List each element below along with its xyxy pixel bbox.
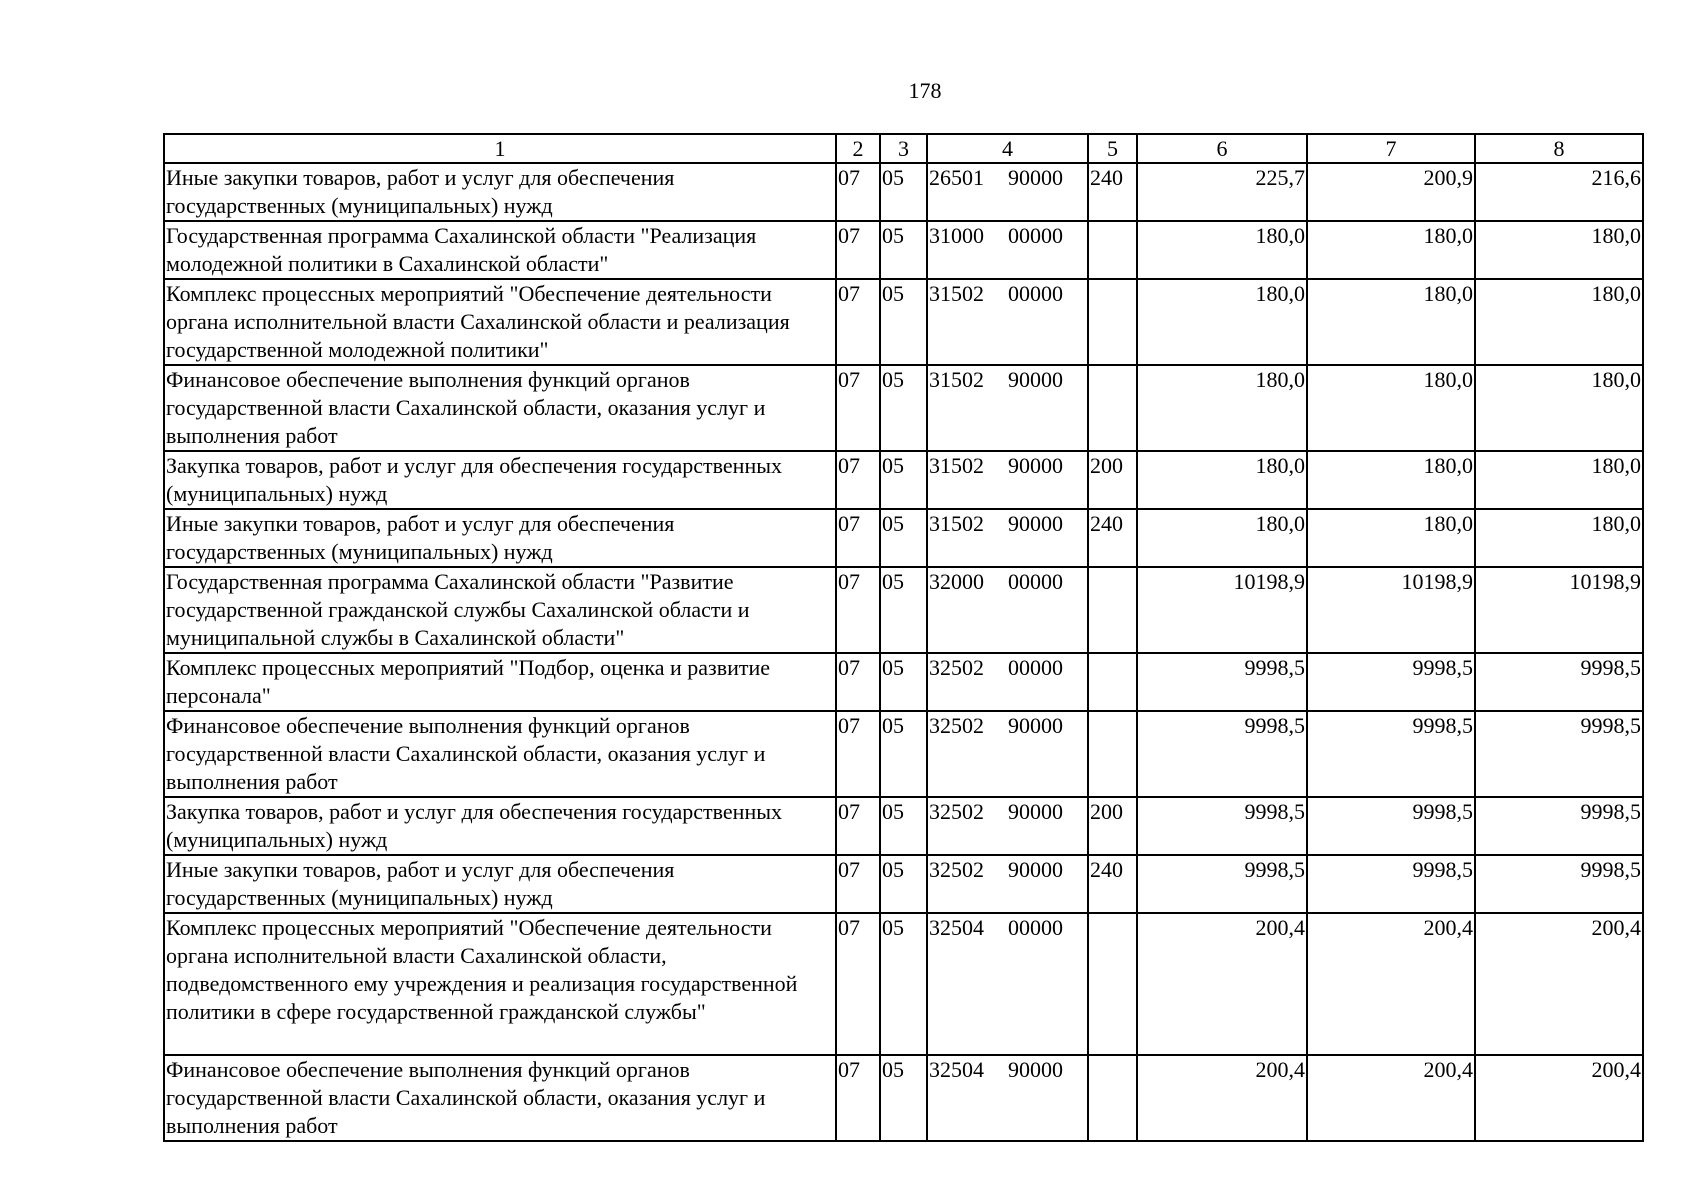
target-article-part1: 31000 <box>929 223 984 248</box>
target-article-code <box>927 913 1088 1055</box>
subsection-code: 05 <box>880 279 927 365</box>
item-name: Государственная программа Сахалинской области "Реализация молодежной политики в Сахалинской области" <box>164 221 836 279</box>
subsection-code: 05 <box>880 365 927 451</box>
expense-type-code: 200 <box>1088 797 1137 855</box>
amount-year-2: 10198,9 <box>1307 567 1475 653</box>
column-header: 2 <box>836 134 880 163</box>
page-number: 178 <box>908 78 942 103</box>
amount-year-2: 9998,5 <box>1307 797 1475 855</box>
target-article-part1: 32000 <box>929 569 984 594</box>
table-row <box>164 797 1643 855</box>
amount-year-1: 180,0 <box>1137 221 1307 279</box>
expense-type-code <box>1088 1055 1137 1141</box>
target-article-part1: 26501 <box>929 165 984 190</box>
target-article-code <box>927 279 1088 365</box>
table-row <box>164 221 1643 279</box>
subsection-code: 05 <box>880 509 927 567</box>
target-article-code <box>927 163 1088 221</box>
budget-table <box>163 133 1644 1142</box>
amount-year-2: 180,0 <box>1307 279 1475 365</box>
amount-year-3: 180,0 <box>1475 451 1643 509</box>
subsection-code: 05 <box>880 913 927 1055</box>
item-name: Закупка товаров, работ и услуг для обеспечения государственных (муниципальных) нужд <box>164 797 836 855</box>
target-article-part2: 90000 <box>1008 511 1063 536</box>
column-header: 7 <box>1307 134 1475 163</box>
target-article-part1: 31502 <box>929 511 984 536</box>
expense-type-code: 240 <box>1088 509 1137 567</box>
expense-type-code <box>1088 711 1137 797</box>
table-row <box>164 163 1643 221</box>
table-body <box>164 163 1643 1141</box>
target-article-part2: 00000 <box>1008 569 1063 594</box>
target-article-part2: 00000 <box>1008 223 1063 248</box>
table-row <box>164 653 1643 711</box>
target-article-part1: 32504 <box>929 1057 984 1082</box>
amount-year-2: 180,0 <box>1307 451 1475 509</box>
target-article-part1: 32502 <box>929 655 984 680</box>
amount-year-3: 10198,9 <box>1475 567 1643 653</box>
amount-year-1: 180,0 <box>1137 365 1307 451</box>
item-name: Финансовое обеспечение выполнения функций органов государственной власти Сахалинской области, оказания услуг и выполнения работ <box>164 365 836 451</box>
target-article-code <box>927 1055 1088 1141</box>
expense-type-code <box>1088 365 1137 451</box>
amount-year-3: 216,6 <box>1475 163 1643 221</box>
amount-year-1: 9998,5 <box>1137 653 1307 711</box>
amount-year-3: 180,0 <box>1475 509 1643 567</box>
column-header: 5 <box>1088 134 1137 163</box>
expense-type-code <box>1088 567 1137 653</box>
section-code: 07 <box>836 711 880 797</box>
expense-type-code <box>1088 653 1137 711</box>
target-article-part1: 32502 <box>929 857 984 882</box>
amount-year-1: 200,4 <box>1137 913 1307 1055</box>
amount-year-2: 180,0 <box>1307 221 1475 279</box>
column-header: 8 <box>1475 134 1643 163</box>
expense-type-code: 240 <box>1088 855 1137 913</box>
table-row <box>164 711 1643 797</box>
target-article-code <box>927 365 1088 451</box>
table-row <box>164 855 1643 913</box>
amount-year-2: 200,4 <box>1307 913 1475 1055</box>
amount-year-3: 9998,5 <box>1475 653 1643 711</box>
subsection-code: 05 <box>880 163 927 221</box>
target-article-part1: 32504 <box>929 915 984 940</box>
target-article-part1: 31502 <box>929 281 984 306</box>
item-name: Иные закупки товаров, работ и услуг для обеспечения государственных (муниципальных) нужд <box>164 509 836 567</box>
section-code: 07 <box>836 855 880 913</box>
section-code: 07 <box>836 797 880 855</box>
item-name: Финансовое обеспечение выполнения функций органов государственной власти Сахалинской области, оказания услуг и выполнения работ <box>164 711 836 797</box>
item-name: Иные закупки товаров, работ и услуг для обеспечения государственных (муниципальных) нужд <box>164 855 836 913</box>
table-row <box>164 509 1643 567</box>
target-article-part1: 31502 <box>929 367 984 392</box>
target-article-part2: 90000 <box>1008 453 1063 478</box>
amount-year-3: 200,4 <box>1475 913 1643 1055</box>
amount-year-1: 180,0 <box>1137 279 1307 365</box>
target-article-code <box>927 653 1088 711</box>
target-article-part1: 32502 <box>929 799 984 824</box>
amount-year-3: 9998,5 <box>1475 855 1643 913</box>
section-code: 07 <box>836 567 880 653</box>
table-header <box>164 134 1643 163</box>
subsection-code: 05 <box>880 567 927 653</box>
amount-year-1: 10198,9 <box>1137 567 1307 653</box>
subsection-code: 05 <box>880 711 927 797</box>
amount-year-3: 9998,5 <box>1475 797 1643 855</box>
expense-type-code <box>1088 279 1137 365</box>
target-article-part2: 90000 <box>1008 1057 1063 1082</box>
amount-year-3: 180,0 <box>1475 365 1643 451</box>
target-article-code <box>927 567 1088 653</box>
item-name: Комплекс процессных мероприятий "Обеспечение деятельности органа исполнительной власти Сахалинской области и реализация государственной молодежной политики" <box>164 279 836 365</box>
amount-year-2: 200,9 <box>1307 163 1475 221</box>
target-article-part2: 90000 <box>1008 857 1063 882</box>
section-code: 07 <box>836 653 880 711</box>
amount-year-3: 200,4 <box>1475 1055 1643 1141</box>
amount-year-1: 9998,5 <box>1137 711 1307 797</box>
target-article-code <box>927 221 1088 279</box>
target-article-part2: 90000 <box>1008 367 1063 392</box>
subsection-code: 05 <box>880 653 927 711</box>
column-header: 3 <box>880 134 927 163</box>
expense-type-code <box>1088 221 1137 279</box>
subsection-code: 05 <box>880 797 927 855</box>
amount-year-2: 180,0 <box>1307 509 1475 567</box>
section-code: 07 <box>836 365 880 451</box>
table-row <box>164 451 1643 509</box>
target-article-code <box>927 509 1088 567</box>
amount-year-1: 9998,5 <box>1137 797 1307 855</box>
target-article-part1: 32502 <box>929 713 984 738</box>
target-article-part2: 90000 <box>1008 799 1063 824</box>
amount-year-2: 180,0 <box>1307 365 1475 451</box>
target-article-part2: 90000 <box>1008 165 1063 190</box>
subsection-code: 05 <box>880 451 927 509</box>
section-code: 07 <box>836 1055 880 1141</box>
expense-type-code: 200 <box>1088 451 1137 509</box>
amount-year-2: 9998,5 <box>1307 711 1475 797</box>
item-name: Государственная программа Сахалинской области "Развитие государственной гражданской службы Сахалинской области и муниципальной службы в Сахалинской области" <box>164 567 836 653</box>
column-number-row <box>164 134 1643 163</box>
item-name: Комплекс процессных мероприятий "Подбор, оценка и развитие персонала" <box>164 653 836 711</box>
target-article-part2: 00000 <box>1008 655 1063 680</box>
target-article-code <box>927 711 1088 797</box>
target-article-part2: 00000 <box>1008 281 1063 306</box>
section-code: 07 <box>836 279 880 365</box>
item-name: Закупка товаров, работ и услуг для обеспечения государственных (муниципальных) нужд <box>164 451 836 509</box>
section-code: 07 <box>836 913 880 1055</box>
amount-year-2: 9998,5 <box>1307 653 1475 711</box>
amount-year-2: 200,4 <box>1307 1055 1475 1141</box>
expense-type-code <box>1088 913 1137 1055</box>
amount-year-2: 9998,5 <box>1307 855 1475 913</box>
amount-year-3: 180,0 <box>1475 221 1643 279</box>
amount-year-3: 9998,5 <box>1475 711 1643 797</box>
table-row <box>164 365 1643 451</box>
item-name: Комплекс процессных мероприятий "Обеспечение деятельности органа исполнительной власти Сахалинской области, подведомственного ему учреждения и реализация государственной политики в сфере государственной гражданской службы" <box>164 913 836 1055</box>
table-row <box>164 913 1643 1055</box>
target-article-code <box>927 451 1088 509</box>
amount-year-1: 180,0 <box>1137 451 1307 509</box>
table-row <box>164 279 1643 365</box>
section-code: 07 <box>836 509 880 567</box>
expense-type-code: 240 <box>1088 163 1137 221</box>
amount-year-1: 180,0 <box>1137 509 1307 567</box>
column-header: 4 <box>927 134 1088 163</box>
target-article-part2: 00000 <box>1008 915 1063 940</box>
amount-year-1: 200,4 <box>1137 1055 1307 1141</box>
target-article-part1: 31502 <box>929 453 984 478</box>
section-code: 07 <box>836 221 880 279</box>
amount-year-3: 180,0 <box>1475 279 1643 365</box>
subsection-code: 05 <box>880 1055 927 1141</box>
item-name: Финансовое обеспечение выполнения функций органов государственной власти Сахалинской области, оказания услуг и выполнения работ <box>164 1055 836 1141</box>
column-header: 6 <box>1137 134 1307 163</box>
section-code: 07 <box>836 451 880 509</box>
section-code: 07 <box>836 163 880 221</box>
item-name: Иные закупки товаров, работ и услуг для обеспечения государственных (муниципальных) нужд <box>164 163 836 221</box>
table-row <box>164 567 1643 653</box>
table-row <box>164 1055 1643 1141</box>
subsection-code: 05 <box>880 221 927 279</box>
target-article-part2: 90000 <box>1008 713 1063 738</box>
target-article-code <box>927 855 1088 913</box>
amount-year-1: 225,7 <box>1137 163 1307 221</box>
column-header: 1 <box>164 134 836 163</box>
subsection-code: 05 <box>880 855 927 913</box>
target-article-code <box>927 797 1088 855</box>
amount-year-1: 9998,5 <box>1137 855 1307 913</box>
